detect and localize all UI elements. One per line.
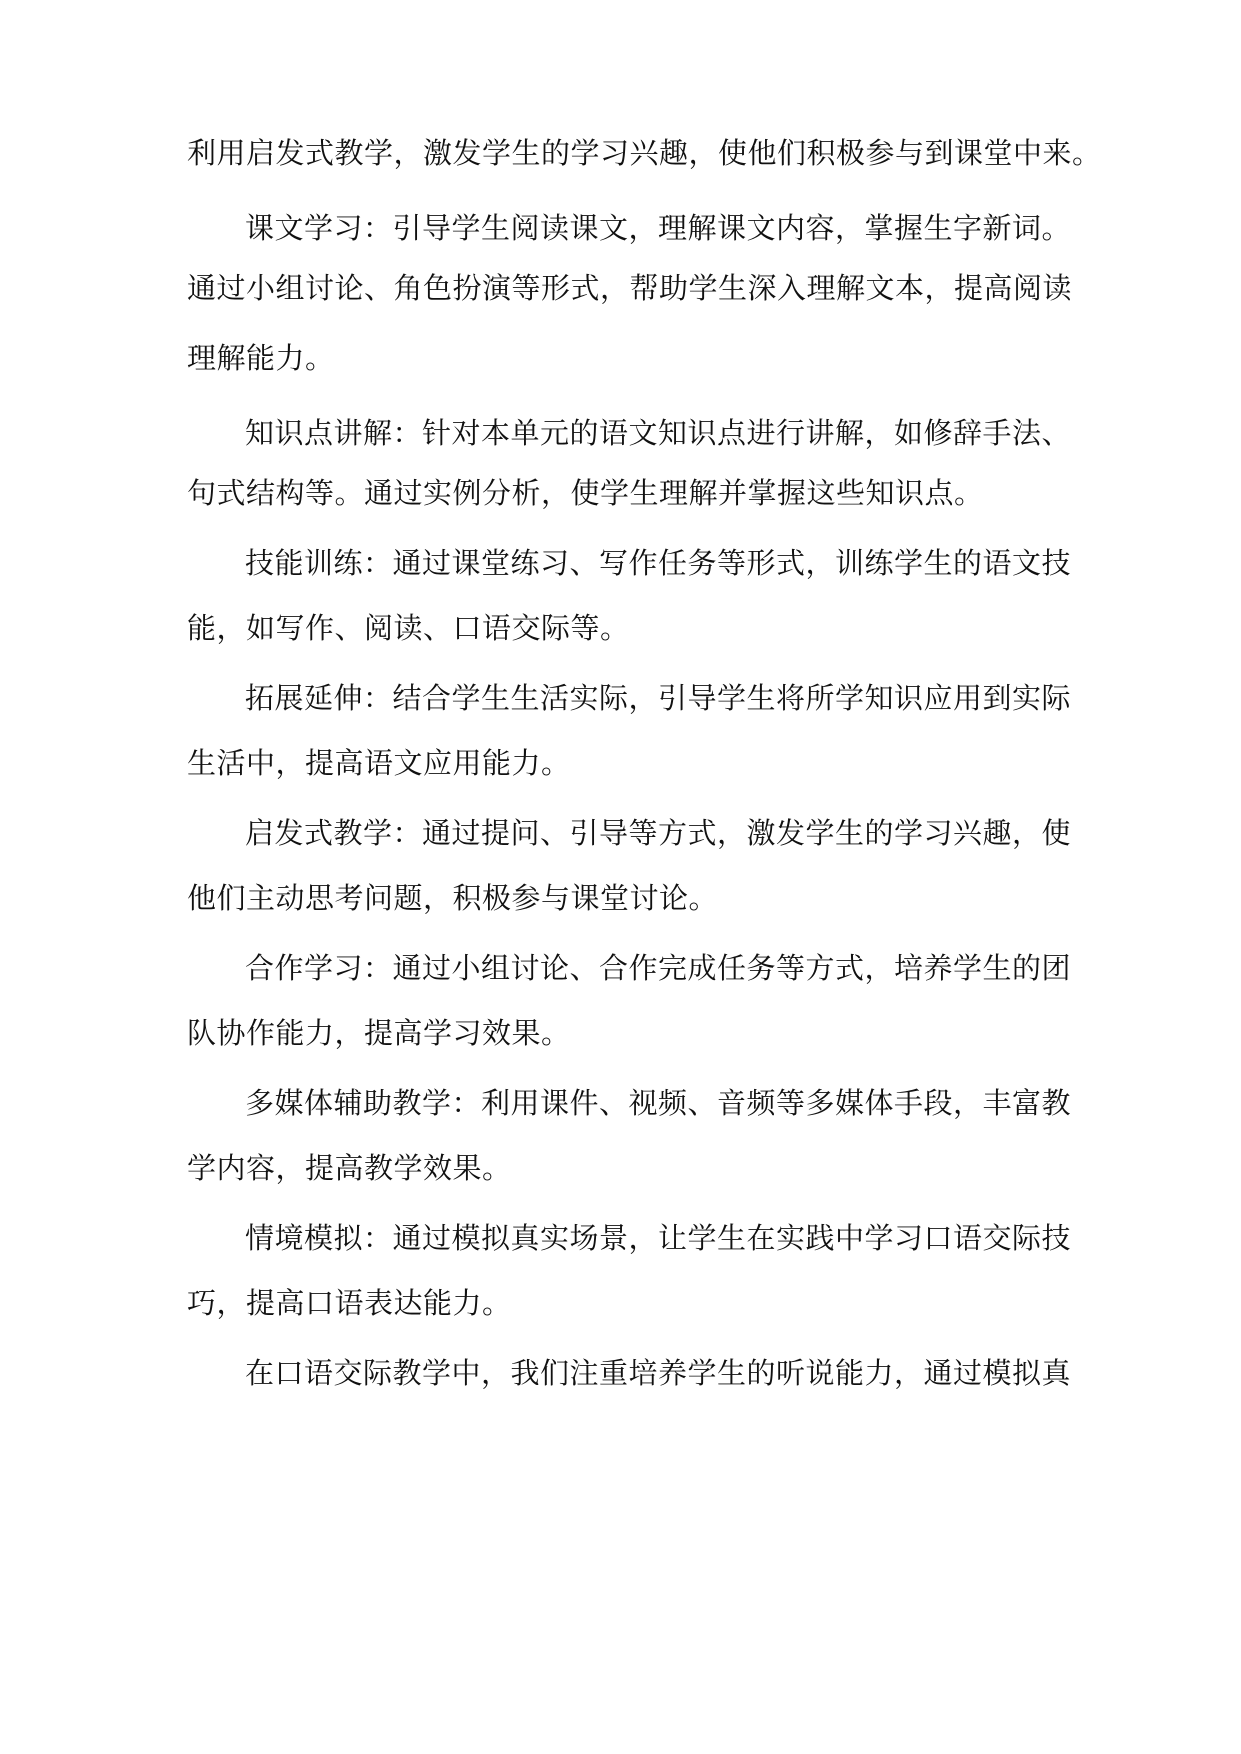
text-line: 能，如写作、阅读、口语交际等。 <box>187 611 630 645</box>
text-line: 拓展延伸：结合学生生活实际，引导学生将所学知识应用到实际 <box>245 681 1072 715</box>
text-line: 他们主动思考问题，积极参与课堂讨论。 <box>187 881 719 915</box>
text-line: 巧，提高口语表达能力。 <box>187 1286 512 1320</box>
text-line: 句式结构等。通过实例分析，使学生理解并掌握这些知识点。 <box>187 476 984 510</box>
text-line: 启发式教学：通过提问、引导等方式，激发学生的学习兴趣，使 <box>245 816 1072 850</box>
text-line: 多媒体辅助教学：利用课件、视频、音频等多媒体手段，丰富教 <box>245 1086 1072 1120</box>
text-line: 知识点讲解：针对本单元的语文知识点进行讲解，如修辞手法、 <box>245 416 1072 450</box>
text-line: 课文学习：引导学生阅读课文，理解课文内容，掌握生字新词。 <box>245 211 1072 245</box>
text-line: 情境模拟：通过模拟真实场景，让学生在实践中学习口语交际技 <box>245 1221 1072 1255</box>
text-line: 利用启发式教学，激发学生的学习兴趣，使他们积极参与到课堂中来。 <box>187 136 1102 170</box>
text-line: 在口语交际教学中，我们注重培养学生的听说能力，通过模拟真 <box>245 1356 1072 1390</box>
text-line: 合作学习：通过小组讨论、合作完成任务等方式，培养学生的团 <box>245 951 1072 985</box>
text-line: 生活中，提高语文应用能力。 <box>187 746 571 780</box>
text-line: 技能训练：通过课堂练习、写作任务等形式，训练学生的语文技 <box>245 546 1072 580</box>
text-line: 理解能力。 <box>187 341 335 375</box>
text-line: 学内容，提高教学效果。 <box>187 1151 512 1185</box>
text-line: 通过小组讨论、角色扮演等形式，帮助学生深入理解文本，提高阅读 <box>187 271 1073 305</box>
text-line: 队协作能力，提高学习效果。 <box>187 1016 571 1050</box>
